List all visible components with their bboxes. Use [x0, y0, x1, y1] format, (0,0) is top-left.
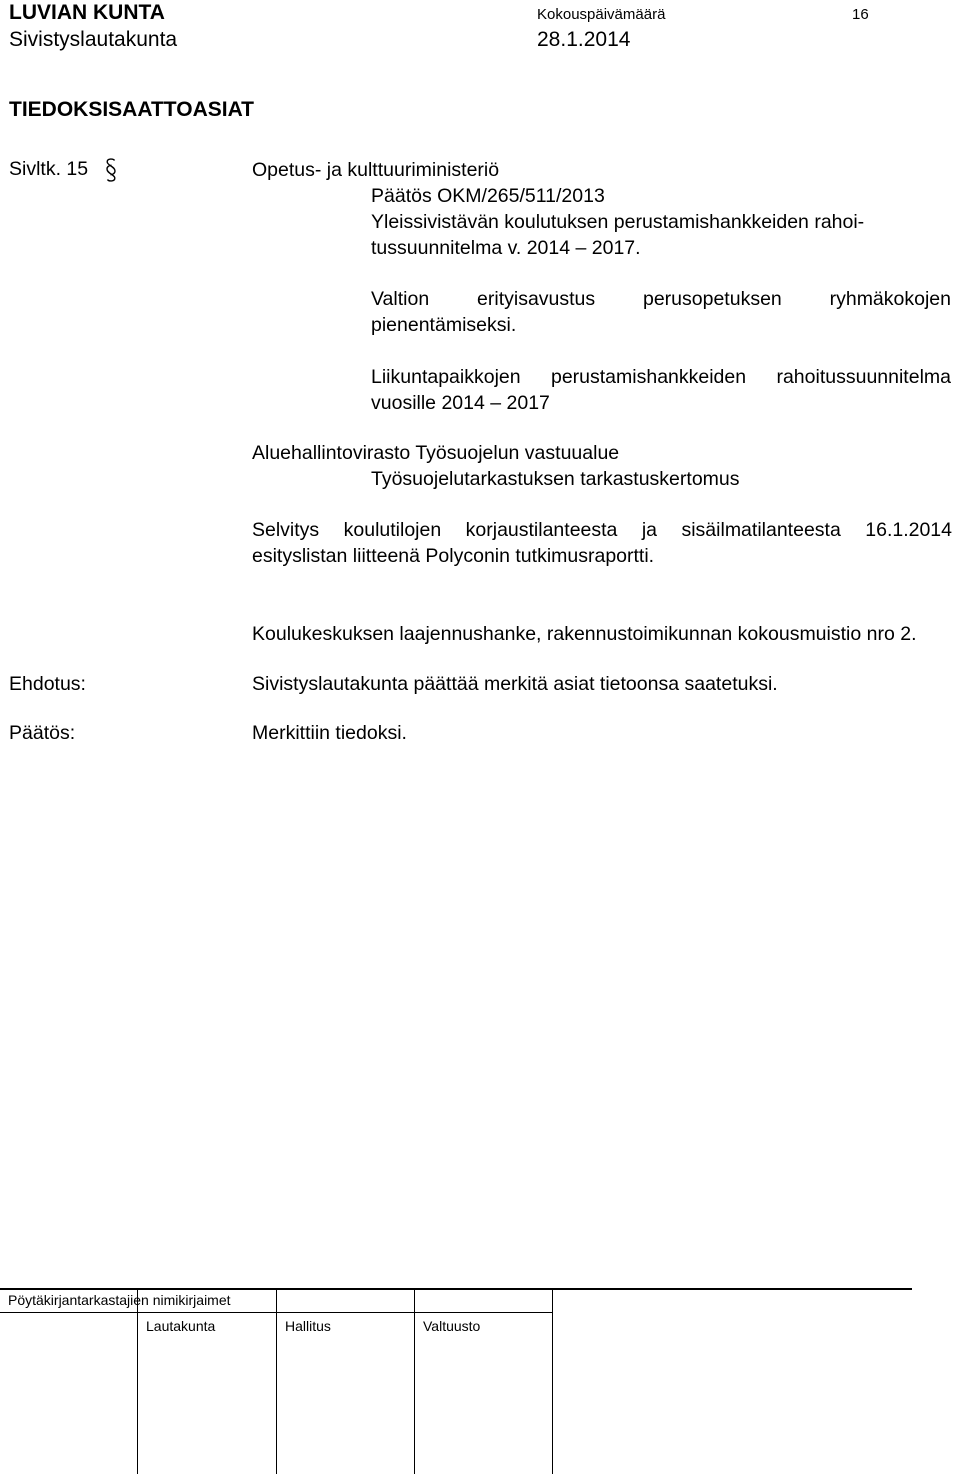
funding-plan-line-1: Yleissivistävän koulutuksen perustamishankkeiden rahoi-	[371, 211, 865, 233]
decision-text: Merkittiin tiedoksi.	[252, 722, 407, 744]
section-sign-icon	[104, 157, 118, 183]
meeting-date-label: Kokouspäivämäärä	[537, 6, 666, 23]
indoor-air-report: Selvitys koulutilojen korjaustilanteesta ja sisäilmatilanteesta 16.1.2014 esityslistan liitteenä Polyconin tutkimusraportti.	[252, 519, 952, 567]
inspection-report-line: Työsuojelutarkastuksen tarkastuskertomus	[371, 468, 740, 490]
ministry-line: Opetus- ja kulttuuriministeriö	[252, 159, 500, 181]
proposal-text: Sivistyslautakunta päättää merkitä asiat tietoonsa saatetuksi.	[252, 673, 778, 695]
footer-divider-2	[276, 1290, 277, 1474]
section-title: TIEDOKSISAATTOASIAT	[9, 98, 255, 121]
signature-column-government: Hallitus	[285, 1318, 331, 1334]
regional-agency-line: Aluehallintovirasto Työsuojelun vastuualue	[252, 442, 620, 464]
signature-column-council: Valtuusto	[423, 1318, 481, 1334]
footer-divider-1	[137, 1290, 138, 1474]
meeting-date: 28.1.2014	[537, 28, 631, 51]
page-number: 16	[852, 6, 869, 23]
signature-column-board: Lautakunta	[146, 1318, 216, 1334]
footer-divider-4	[552, 1290, 553, 1474]
signatures-label: Pöytäkirjantarkastajien nimikirjaimet	[8, 1292, 231, 1308]
proposal-label: Ehdotus:	[9, 673, 86, 695]
decision-label: Päätös:	[9, 722, 76, 744]
item-reference: Sivltk. 15	[9, 158, 89, 180]
decision-reference: Päätös OKM/265/511/2013	[371, 185, 605, 207]
department-name: Sivistyslautakunta	[9, 28, 178, 51]
organization-name: LUVIAN KUNTA	[9, 1, 165, 24]
funding-plan-line-2: tussuunnitelma v. 2014 – 2017.	[371, 237, 641, 259]
sports-facilities-plan: Liikuntapaikkojen perustamishankkeiden rahoitussuunnitelma vuosille 2014 – 2017	[371, 366, 951, 414]
school-expansion-memo: Koulukeskuksen laajennushanke, rakennustoimikunnan kokousmuistio nro 2.	[252, 623, 917, 645]
state-subsidy-note: Valtion erityisavustus perusopetuksen ryhmäkokojen pienentämiseksi.	[371, 288, 951, 336]
footer-divider-3	[414, 1290, 415, 1474]
